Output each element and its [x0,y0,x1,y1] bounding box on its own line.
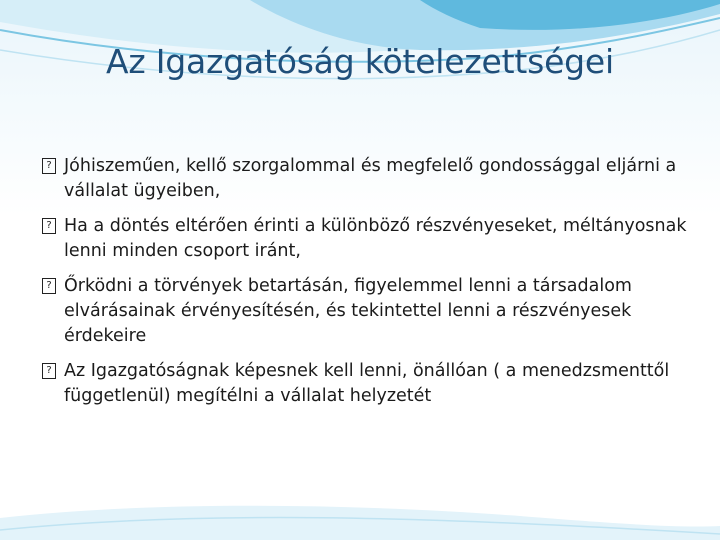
bottom-wave-decoration [0,470,720,540]
missing-glyph-box-icon: ? [42,218,56,234]
bullet-text: Jóhiszeműen, kellő szorgalommal és megfelelő gondossággal eljárni a vállalat ügyeiben, [64,156,677,201]
bullet-item [42,274,692,349]
bullet-text: Az Igazgatóságnak képesnek kell lenni, önállóan ( a menedzsmenttől függetlenül) megítélni a vállalat helyzetét [64,361,670,406]
slide-title: Az Igazgatóság kötelezettségei [105,42,614,81]
bullet-list [42,154,692,419]
missing-glyph-box-icon: ? [42,278,56,294]
missing-glyph-box-icon: ? [42,363,56,379]
bullet-text: Ha a döntés eltérően érinti a különböző részvényeseket, méltányosnak lenni minden csoport iránt, [64,216,687,261]
bullet-item [42,214,692,264]
missing-glyph-box-icon: ? [42,158,56,174]
bullet-item [42,154,692,204]
bullet-item [42,359,692,409]
bullet-text: Őrködni a törvények betartásán, figyelemmel lenni a társadalom elvárásainak érvényesítésén, és tekintettel lenni a részvényesek érdekeire [64,276,632,346]
